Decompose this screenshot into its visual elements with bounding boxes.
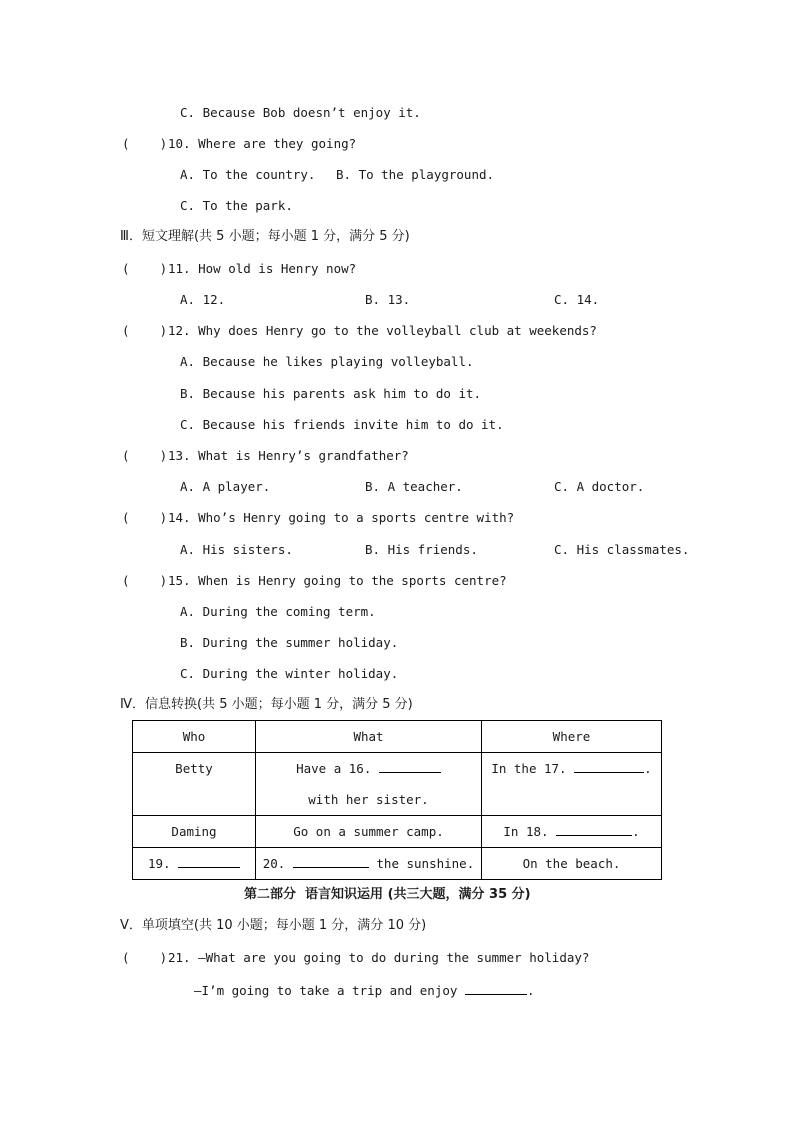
- cell-daming-where: In 18. .: [482, 816, 662, 848]
- table-header-what: What: [256, 721, 482, 753]
- q14-stem: 14. Who’s Henry going to a sports centre with?: [168, 510, 515, 525]
- table-header-where: Where: [482, 721, 662, 753]
- blank-19-label: 19.: [147, 856, 171, 871]
- cell-20-tail: the sunshine.: [376, 856, 475, 871]
- q13-stem: 13. What is Henry’s grandfather?: [168, 448, 409, 463]
- q12-stem: 12. Why does Henry go to the volleyball club at weekends?: [168, 323, 597, 338]
- blank-16-label: Have a 16.: [296, 761, 372, 776]
- q13-option-b: B. A teacher.: [365, 479, 463, 494]
- cell-daming: Daming: [133, 816, 256, 848]
- q13-option-c: C. A doctor.: [554, 479, 645, 494]
- q10-option-c: C. To the park.: [180, 198, 293, 213]
- cell-betty-where: In the 17. .: [482, 753, 662, 816]
- q10-option-a: A. To the country.: [180, 167, 316, 182]
- q10-option-b: B. To the playground.: [336, 167, 495, 182]
- q14-answer-paren[interactable]: ( ): [122, 510, 168, 525]
- q14-option-a: A. His sisters.: [180, 542, 293, 557]
- q11-stem: 11. How old is Henry now?: [168, 261, 357, 276]
- cell-19: [133, 848, 256, 880]
- cell-betty-what-line2: with her sister.: [308, 792, 429, 807]
- q14-option-c: C. His classmates.: [554, 542, 690, 557]
- blank-16[interactable]: [379, 760, 441, 773]
- q10-stem: 10. Where are they going?: [168, 136, 357, 151]
- cell-betty-what: [256, 753, 482, 816]
- q12-option-b: B. Because his parents ask him to do it.: [180, 386, 482, 401]
- q12-option-a: A. Because he likes playing volleyball.: [180, 354, 474, 369]
- blank-20-label: 20.: [262, 856, 286, 871]
- blank-19[interactable]: [178, 855, 240, 868]
- cell-daming-what: Go on a summer camp.: [256, 816, 482, 848]
- blank-18[interactable]: [556, 823, 632, 836]
- q11-option-a: A. 12.: [180, 292, 226, 307]
- part2-heading: 第二部分 语言知识运用 (共三大题，满分 35 分): [244, 887, 531, 902]
- table-header-who: Who: [133, 721, 256, 753]
- q9-option-c: C. Because Bob doesn’t enjoy it.: [180, 105, 421, 120]
- information-table: [132, 720, 662, 880]
- blank-17[interactable]: [574, 760, 644, 773]
- blank-18-label: In 18.: [503, 824, 549, 839]
- q21-answer-prefix: —I’m going to take a trip and enjoy: [194, 983, 458, 998]
- q15-option-c: C. During the winter holiday.: [180, 666, 399, 681]
- q11-answer-paren[interactable]: ( ): [122, 261, 168, 276]
- q14-option-b: B. His friends.: [365, 542, 478, 557]
- q15-option-a: A. During the coming term.: [180, 604, 376, 619]
- q13-answer-paren[interactable]: ( ): [122, 448, 168, 463]
- q15-answer-paren[interactable]: ( ): [122, 573, 168, 588]
- q21-answer-paren[interactable]: ( ): [122, 950, 168, 965]
- section3-heading: Ⅲ．短文理解(共 5 小题；每小题 1 分，满分 5 分): [120, 229, 410, 244]
- q21-stem: 21. —What are you going to do during the summer holiday?: [168, 950, 590, 965]
- q11-option-b: B. 13.: [365, 292, 411, 307]
- q21-blank[interactable]: [465, 982, 527, 995]
- q15-option-b: B. During the summer holiday.: [180, 635, 399, 650]
- q21-answer-suffix: .: [526, 983, 535, 998]
- cell-beach: On the beach.: [482, 848, 662, 880]
- section4-heading: Ⅳ．信息转换(共 5 小题；每小题 1 分，满分 5 分): [120, 697, 413, 712]
- q11-option-c: C. 14.: [554, 292, 600, 307]
- cell-betty: Betty: [133, 753, 256, 816]
- cell-20: [256, 848, 482, 880]
- q12-option-c: C. Because his friends invite him to do it.: [180, 417, 504, 432]
- q13-option-a: A. A player.: [180, 479, 271, 494]
- q10-answer-paren[interactable]: ( ): [122, 136, 168, 151]
- q21-answer-line: [194, 982, 534, 999]
- section5-heading: Ⅴ．单项填空(共 10 小题；每小题 1 分，满分 10 分): [120, 918, 427, 933]
- q15-stem: 15. When is Henry going to the sports centre?: [168, 573, 507, 588]
- blank-20[interactable]: [293, 855, 369, 868]
- blank-17-label: In the 17.: [491, 761, 567, 776]
- q12-answer-paren[interactable]: ( ): [122, 323, 168, 338]
